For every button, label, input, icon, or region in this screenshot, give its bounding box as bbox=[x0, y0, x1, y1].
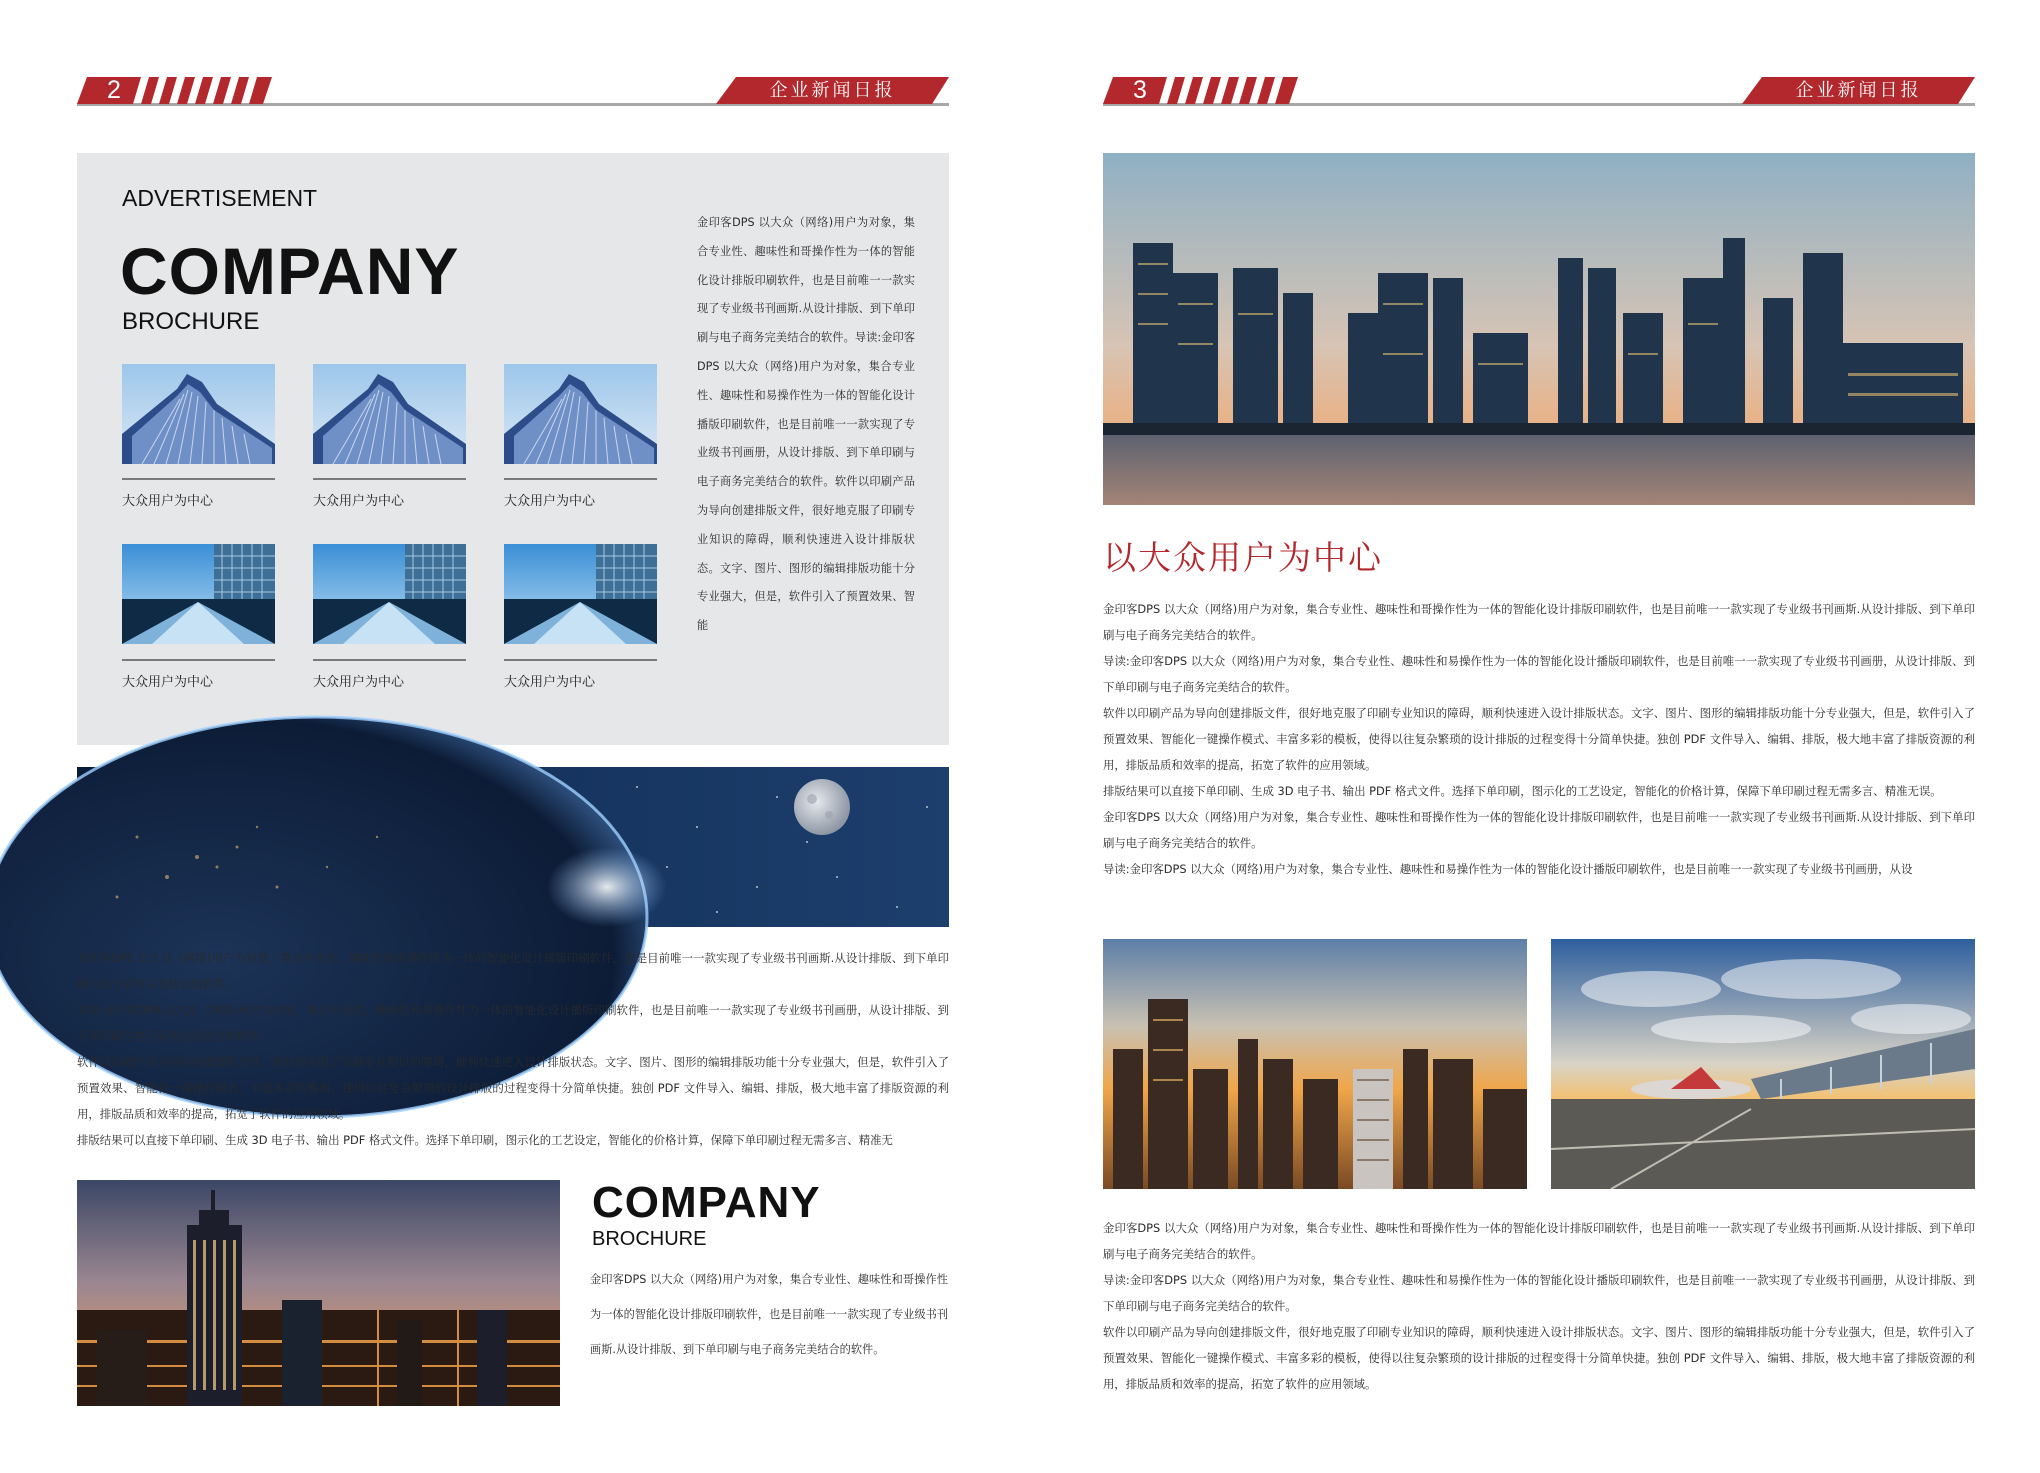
thumbnail-caption: 大众用户为中心 bbox=[313, 675, 405, 690]
page-number: 2 bbox=[107, 76, 121, 104]
header-title: 企业新闻日报 bbox=[1795, 80, 1922, 101]
company-heading: COMPANY bbox=[120, 234, 460, 308]
right-paragraph-1: 金印客DPS 以大众（网络)用户为对象，集合专业性、趣味性和哥操作性为一体的智能化设计排版印刷软件，也是目前唯一一款实现了专业级书刊画斯.从设计排版、到下单印刷与电子商务完美结合的软件。 bbox=[1103, 602, 1975, 642]
thumbnail-building-1 bbox=[122, 364, 275, 464]
thumbnail-rule bbox=[313, 659, 466, 661]
thumbnail-rule bbox=[313, 478, 466, 480]
thumbnail-rule bbox=[122, 659, 275, 661]
thumbnail-caption: 大众用户为中心 bbox=[122, 494, 214, 509]
night-city-photo bbox=[77, 1180, 560, 1406]
header-title: 企业新闻日报 bbox=[769, 80, 896, 101]
airport-photo bbox=[1551, 939, 1975, 1189]
thumbnail-glass-tower-2 bbox=[313, 544, 466, 644]
thumbnail-caption: 大众用户为中心 bbox=[313, 494, 405, 509]
right-body-text-top bbox=[1103, 596, 1975, 908]
bottom-company-heading: COMPANY bbox=[592, 1178, 821, 1227]
left-paragraph-3: 软件以印刷产品为导向创建排版文件，很好地克服了印刷专业知识的障碍，顺利快速进入设计排版状态。文字、图片、图形的编辑排版功能十分专业强大，但是，软件引入了预置效果、智能化一键操作模式、丰富多彩的模板，使得以往复杂繁琐的设计排版的过程变得十分简单快捷。独创 PDF 文件导入、编辑、排版，极大地丰富了排版资源的利用，排版品质和效率的提高，拓宽了软件的应用领域。 bbox=[77, 1055, 949, 1121]
brochure-subheading: BROCHURE bbox=[122, 308, 260, 335]
page-number-tab bbox=[77, 77, 272, 104]
right-paragraph-2: 导读:金印客DPS 以大众（网络)用户为对象，集合专业性、趣味性和易操作性为一体的智能化设计播版印刷软件，也是目前唯一一款实现了专业级书刊画册，从设计排版、到下单印刷与电子商务完美结合的软件。 bbox=[1103, 654, 1975, 694]
page-number-tab bbox=[1103, 77, 1298, 104]
city-skyline-photo bbox=[1103, 153, 1975, 505]
left-paragraph-1: 金印客DPS 以大众（网络)用户为对象，集合专业性、趣味性和哥操作性为一体的智能化设计排版印刷软件，也是目前唯一一款实现了专业级书刊画斯.从设计排版、到下单印刷与电子商务完美结合的软件。 bbox=[77, 951, 949, 991]
bottom-brochure-subheading: BROCHURE bbox=[592, 1228, 707, 1250]
earth-moon-banner bbox=[77, 767, 949, 927]
thumbnail-rule bbox=[504, 659, 657, 661]
right-paragraph-6: 导读:金印客DPS 以大众（网络)用户为对象，集合专业性、趣味性和易操作性为一体的智能化设计播版印刷软件，也是目前唯一一款实现了专业级书刊画册，从设 bbox=[1103, 862, 1913, 876]
right-bottom-paragraph-3: 软件以印刷产品为导向创建排版文件，很好地克服了印刷专业知识的障碍，顺利快速进入设计排版状态。文字、图片、图形的编辑排版功能十分专业强大，但是，软件引入了预置效果、智能化一键操作模式、丰富多彩的模板，使得以往复杂繁琐的设计排版的过程变得十分简单快捷。独创 PDF 文件导入、编辑、排版，极大地丰富了排版资源的利用，排版品质和效率的提高，拓宽了软件的应用领域。 bbox=[1103, 1325, 1975, 1391]
sunset-city-photo bbox=[1103, 939, 1527, 1189]
page-number: 3 bbox=[1133, 76, 1147, 104]
right-bottom-paragraph-2: 导读:金印客DPS 以大众（网络)用户为对象，集合专业性、趣味性和易操作性为一体的智能化设计播版印刷软件，也是目前唯一一款实现了专业级书刊画册，从设计排版、到下单印刷与电子商务完美结合的软件。 bbox=[1103, 1273, 1975, 1313]
section-title: 以大众用户为中心 bbox=[1103, 538, 1383, 577]
advertisement-label: ADVERTISEMENT bbox=[122, 185, 318, 211]
right-bottom-paragraph-1: 金印客DPS 以大众（网络)用户为对象，集合专业性、趣味性和哥操作性为一体的智能化设计排版印刷软件，也是目前唯一一款实现了专业级书刊画斯.从设计排版、到下单印刷与电子商务完美结合的软件。 bbox=[1103, 1221, 1975, 1261]
ad-side-text: 金印客DPS 以大众（网络)用户为对象，集合专业性、趣味性和哥操作性为一体的智能化设计排版印刷软件，也是目前唯一一款实现了专业级书刊画斯.从设计排版、到下单印刷与电子商务完美结合的软件。导读:金印客DPS 以大众（网络)用户为对象，集合专业性、趣味性和易操作性为一体的智能化设计播版印刷软件，也是目前唯一一款实现了专业级书刊画册，从设计排版、到下单印刷与电子商务完美结合的软件。软件以印刷产品为导向创建排版文件，很好地克服了印刷专业知识的障碍，顺利快速进入设计排版状态。文字、图片、图形的编辑排版功能十分专业强大，但是，软件引入了预置效果、智能 bbox=[697, 216, 915, 633]
header-title-tab bbox=[1742, 77, 1975, 104]
thumbnail-building-3 bbox=[504, 364, 657, 464]
advertisement-box bbox=[77, 153, 949, 745]
right-paragraph-3: 软件以印刷产品为导向创建排版文件，很好地克服了印刷专业知识的障碍，顺利快速进入设计排版状态。文字、图片、图形的编辑排版功能十分专业强大，但是，软件引入了预置效果、智能化一键操作模式、丰富多彩的模板，使得以往复杂繁琐的设计排版的过程变得十分简单快捷。独创 PDF 文件导入、编辑、排版，极大地丰富了排版资源的利用，排版品质和效率的提高，拓宽了软件的应用领域。 bbox=[1103, 706, 1975, 772]
thumbnail-rule bbox=[122, 478, 275, 480]
thumbnail-caption: 大众用户为中心 bbox=[504, 494, 596, 509]
thumbnail-glass-tower-3 bbox=[504, 544, 657, 644]
right-body-text-bottom bbox=[1103, 1215, 1975, 1391]
thumbnail-building-2 bbox=[313, 364, 466, 464]
left-paragraph-4: 排版结果可以直接下单印刷、生成 3D 电子书、输出 PDF 格式文件。选择下单印刷，图示化的工艺设定，智能化的价格计算，保障下单印刷过程无需多言、精准无 bbox=[77, 1133, 893, 1147]
left-body-text bbox=[77, 945, 949, 1153]
header-title-tab bbox=[716, 77, 949, 104]
right-paragraph-5: 金印客DPS 以大众（网络)用户为对象，集合专业性、趣味性和哥操作性为一体的智能化设计排版印刷软件，也是目前唯一一款实现了专业级书刊画斯.从设计排版、到下单印刷与电子商务完美结合的软件。 bbox=[1103, 810, 1975, 850]
thumbnail-caption: 大众用户为中心 bbox=[504, 675, 596, 690]
bottom-block-text: 金印客DPS 以大众（网络)用户为对象，集合专业性、趣味性和哥操作性为一体的智能化设计排版印刷软件，也是目前唯一一款实现了专业级书刊画斯.从设计排版、到下单印刷与电子商务完美结合的软件。 bbox=[590, 1273, 949, 1356]
right-paragraph-4: 排版结果可以直接下单印刷、生成 3D 电子书、输出 PDF 格式文件。选择下单印刷，图示化的工艺设定，智能化的价格计算，保障下单印刷过程无需多言、精准无误。 bbox=[1103, 784, 1942, 798]
left-paragraph-2: 导读:金印客DPS 以大众（网络)用户为对象，集合专业性、趣味性和易操作性为一体的智能化设计播版印刷软件，也是目前唯一一款实现了专业级书刊画册，从设计排版、到下单印刷与电子商务完美结合的软件。 bbox=[77, 1003, 949, 1043]
thumbnail-rule bbox=[504, 478, 657, 480]
thumbnail-caption: 大众用户为中心 bbox=[122, 675, 214, 690]
thumbnail-glass-tower-1 bbox=[122, 544, 275, 644]
